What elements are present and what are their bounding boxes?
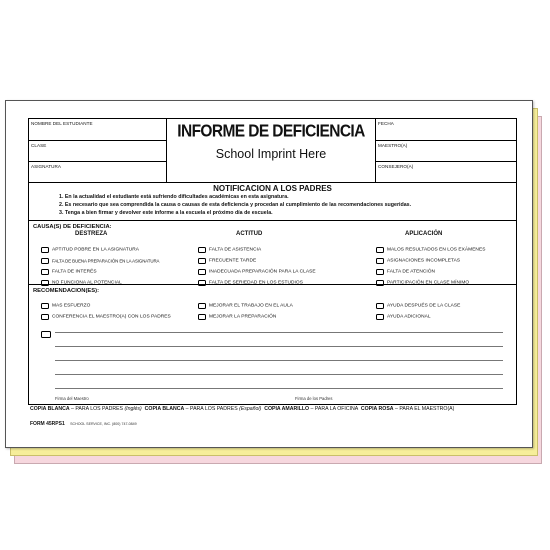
school-imprint: School Imprint Here (215, 147, 327, 161)
recommendations-section (29, 285, 516, 406)
notice-title: NOTIFICACION A LOS PADRES (213, 184, 332, 193)
cause-checkbox[interactable]: FALTA DE ATENCIÓN (376, 263, 435, 271)
comment-line[interactable] (55, 346, 503, 347)
form-code: FORM 45RPS1 (30, 421, 65, 427)
form-footer (30, 421, 137, 427)
comment-line[interactable] (55, 374, 503, 375)
recommendation-checkbox[interactable]: MAS ESFUERZO (41, 297, 90, 305)
parent-signature-label: Firma de los Padres (295, 396, 333, 401)
date-field[interactable]: FECHA (376, 119, 516, 141)
counselor-field[interactable]: CONSEJERO(A) (376, 162, 516, 183)
notice-line-3: 3. Tenga a bien firmar y devolver este informe a la escuela el próximo día de escuela. (59, 210, 273, 216)
checkbox-icon (41, 331, 51, 338)
cause-checkbox[interactable]: PARTICIPACIÓN EN CLASE MÍNIMO (376, 274, 469, 282)
recommendation-checkbox[interactable]: MEJORAR EL TRABAJO EN EL AULA (198, 297, 293, 305)
cause-checkbox[interactable]: FALTA DE BUENA PREPARACIÓN EN LA ASIGNATURA (41, 252, 159, 260)
class-field[interactable]: CLASE (29, 141, 167, 162)
recommendation-checkbox[interactable]: AYUDA ADICIONAL (376, 308, 431, 316)
notice-line-2: 2. Es necesario que sea comprendida la causa o causas de esta deficiencia y procedan al cumplimiento de las recomendaciones sugeridas. (59, 202, 412, 208)
subject-field[interactable]: ASIGNATURA (29, 162, 167, 183)
cause-checkbox[interactable]: FALTA DE SERIEDAD EN LOS ESTUDIOS (198, 274, 303, 282)
title-box (167, 119, 376, 183)
recommendations-label: RECOMENDACION(ES): (33, 288, 100, 294)
recommendation-checkbox[interactable]: MEJORAR LA PREPARACIÓN (198, 308, 276, 316)
parent-notice (29, 183, 516, 221)
checkbox-icon (41, 314, 49, 320)
cause-checkbox[interactable]: APTITUD POBRE EN LA ASIGNATURA (41, 241, 139, 249)
cause-checkbox[interactable]: NO FUNCIONA AL POTENCIAL (41, 274, 122, 282)
comment-line[interactable] (55, 360, 503, 361)
student-name-field[interactable]: NOMBRE DEL ESTUDIANTE (29, 119, 167, 141)
cause-checkbox[interactable]: FALTA DE INTERÉS (41, 263, 97, 271)
column-heading-application: APLICACIÓN (405, 231, 443, 237)
comment-line[interactable] (55, 332, 503, 333)
checkbox-icon (376, 314, 384, 320)
cause-checkbox[interactable]: FALTA DE ASISTENCIA (198, 241, 261, 249)
teacher-field[interactable]: MAESTRO(A) (376, 141, 516, 162)
causes-label: CAUSA(S) DE DEFICIENCIA: (33, 224, 112, 230)
form-header (29, 119, 516, 183)
cause-checkbox[interactable]: INADECUADA PREPARACIÓN PARA LA CLASE (198, 263, 316, 271)
cause-checkbox[interactable]: FRECUENTE TARDE (198, 252, 256, 260)
recommendation-checkbox[interactable]: AYUDA DESPUÉS DE LA CLASE (376, 297, 460, 305)
copy-distribution: COPIA BLANCA – PARA LOS PADRES (Inglés) COPIA BLANCA – PARA LOS PADRES (Español) COPIA AMARILLO – PARA LA OFICINA COPIA ROSA – PARA EL MAESTRO(A) (30, 406, 455, 412)
column-heading-skill: DESTREZA (75, 231, 108, 237)
form-title: INFORME DE DEFICIENCIA (177, 121, 365, 141)
other-recommendation-checkbox[interactable] (41, 326, 54, 334)
column-heading-attitude: ACTITUD (236, 231, 263, 237)
causes-section (29, 221, 516, 285)
notice-line-1: 1. En la actualidad el estudiante está sufriendo dificultades académicas en esta asignatura. (59, 194, 289, 200)
cause-checkbox[interactable]: ASIGNACIONES INCOMPLETAS (376, 252, 460, 260)
deficiency-report-form (28, 118, 517, 405)
publisher-info: SCHOOL SERVICE, INC. (800) 747-0849 (70, 422, 137, 426)
recommendation-checkbox[interactable]: CONFERENCIA EL MAESTRO(A) CON LOS PADRES (41, 308, 171, 316)
teacher-signature-label: Firma del Maestro (55, 396, 89, 401)
cause-checkbox[interactable]: MALOS RESULTADOS EN LOS EXÁMENES (376, 241, 485, 249)
checkbox-icon (198, 314, 206, 320)
comment-line[interactable] (55, 388, 503, 389)
